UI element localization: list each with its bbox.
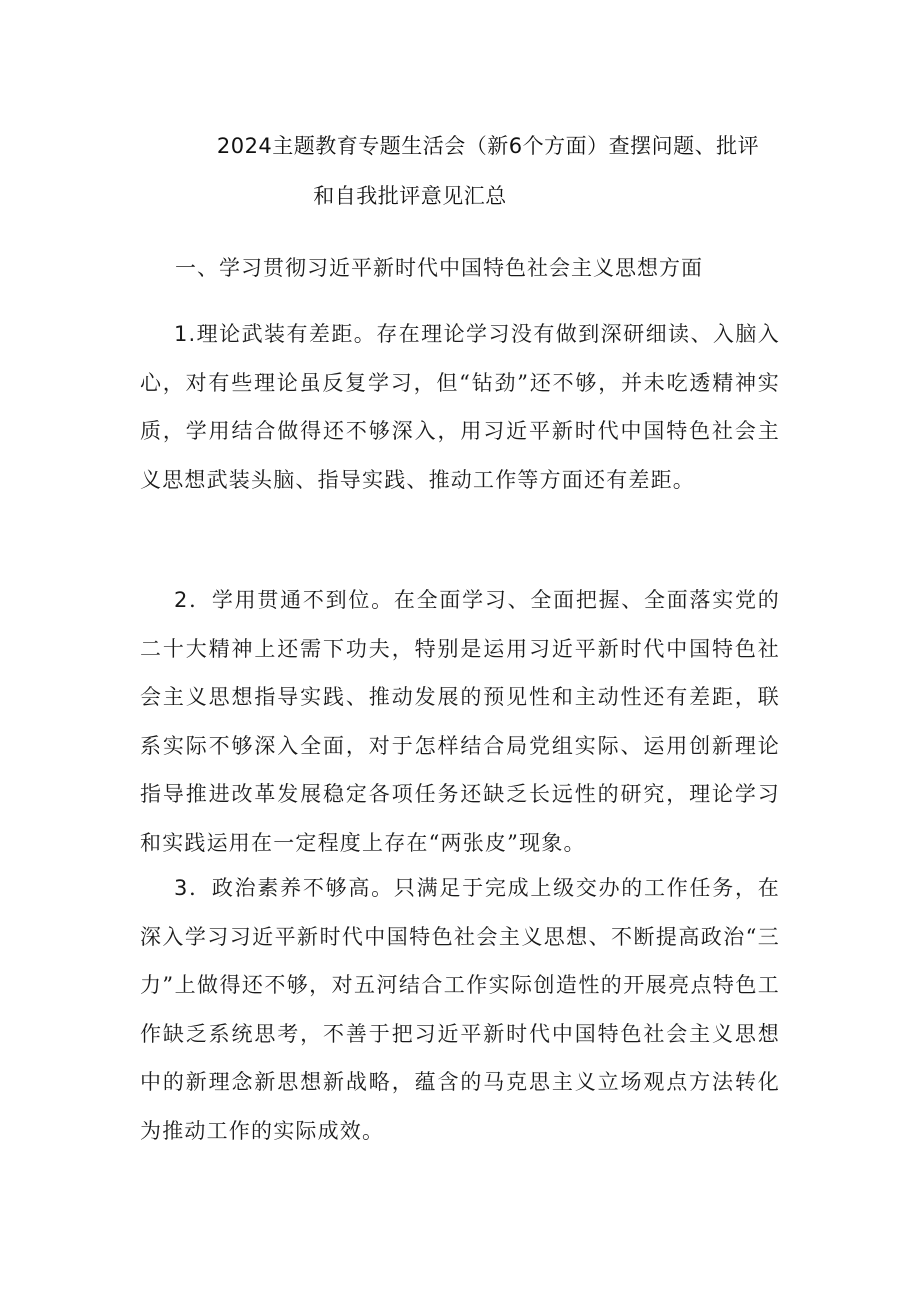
- paragraph-2-text: 学用贯通不到位。在全面学习、全面把握、全面落实党的二十大精神上还需下功夫，特别是运用习近平新时代中国特色社会主义思想指导实践、推动发展的预见性和主动性还有差距，联系实际不够深入全面，对于怎样结合局党组实际、运用创新理论指导推进改革发展稳定各项任务还缺乏长远性的研究，理论学习和实践运用在一定程度上存在“两张皮”现象。: [140, 588, 780, 855]
- paragraph-2: [140, 576, 780, 867]
- paragraph-3: [140, 864, 780, 1155]
- paragraph-2-number: 2．: [174, 588, 212, 612]
- paragraph-3-text: 政治素养不够高。只满足于完成上级交办的工作任务，在深入学习习近平新时代中国特色社会主义思想、不断提高政治“三力”上做得还不够，对五河结合工作实际创造性的开展亮点特色工作缺乏系统思考，不善于把习近平新时代中国特色社会主义思想中的新理念新思想新战略，蕴含的马克思主义立场观点方法转化为推动工作的实际成效。: [140, 876, 780, 1143]
- document-title-line-1: 2024主题教育专题生活会（新6个方面）查摆问题、批评: [216, 134, 760, 158]
- paragraph-1: [140, 310, 780, 504]
- paragraph-1-text: 理论武装有差距。存在理论学习没有做到深研细读、入脑入心，对有些理论虽反复学习，但“钻劲”还不够，并未吃透精神实质，学用结合做得还不够深入，用习近平新时代中国特色社会主义思想武装头脑、指导实践、推动工作等方面还有差距。: [140, 322, 780, 492]
- document-title-line-2: 和自我批评意见汇总: [313, 184, 507, 208]
- paragraph-3-number: 3．: [174, 876, 212, 900]
- section-heading: 一、学习贯彻习近平新时代中国特色社会主义思想方面: [175, 256, 703, 280]
- paragraph-1-number: 1.: [174, 322, 197, 346]
